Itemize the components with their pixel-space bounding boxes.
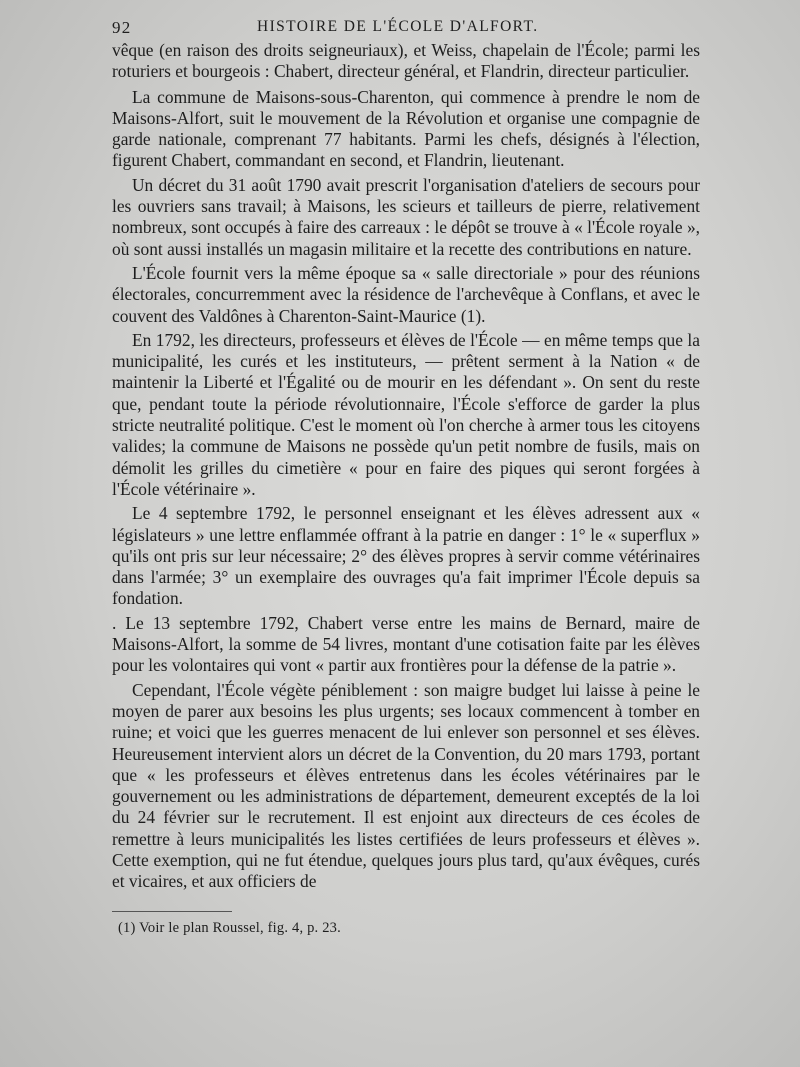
paragraph: Un décret du 31 août 1790 avait prescrit l'organisation d'ateliers de secours pour les ouvriers sans travail; à Maisons, les scieurs et tailleurs de pierre, relativement nombreux, sont occupés à faire des carreaux : le dépôt se trouve à « l'École royale », où sont aussi installés un magasin militaire et la recette des contributions en nature. bbox=[112, 174, 700, 259]
paragraph: Cependant, l'École végète péniblement : son maigre budget lui laisse à peine le moyen de parer aux besoins les plus urgents; ses locaux commencent à tomber en ruine; et voici que les guerres menacent de lui enlever son personnel et ses élèves. Heureusement intervient alors un décret de la Convention, du 20 mars 1793, portant que « les professeurs et élèves entretenus dans les écoles vétérinaires par le gouvernement ou les administrations de département, demeurent exceptés de la loi du 24 février sur le recrutement. Il est enjoint aux directeurs de ces écoles de remettre à leurs municipalités les listes certifiées de leurs professeurs et élèves ». Cette exemption, qui ne fut étendue, quelques jours plus tard, qu'aux évêques, curés et vicaires, et aux officiers de bbox=[112, 679, 700, 892]
running-title: HISTOIRE DE L'ÉCOLE D'ALFORT. bbox=[257, 18, 539, 35]
footnote: (1) Voir le plan Roussel, fig. 4, p. 23. bbox=[118, 919, 341, 936]
paragraph: vêque (en raison des droits seigneuriaux), et Weiss, chapelain de l'École; parmi les roturiers et bourgeois : Chabert, directeur général, et Flandrin, directeur particulier. bbox=[112, 40, 700, 82]
body-text bbox=[112, 40, 700, 893]
page-header bbox=[112, 10, 700, 40]
paragraph: . Le 13 septembre 1792, Chabert verse entre les mains de Bernard, maire de Maisons-Alfort, la somme de 54 livres, montant d'une cotisation faite par les élèves pour les volontaires qui vont « partir aux frontières pour la défense de la patrie ». bbox=[112, 612, 700, 676]
page-number: 92 bbox=[112, 18, 132, 37]
footnote-divider bbox=[112, 911, 232, 912]
paragraph: La commune de Maisons-sous-Charenton, qui commence à prendre le nom de Maisons-Alfort, suit le mouvement de la Révolution et organise une compagnie de garde nationale, comprenant 77 habitants. Parmi les chefs, désignés à l'élection, figurent Chabert, commandant en second, et Flandrin, lieutenant. bbox=[112, 86, 700, 171]
paragraph: En 1792, les directeurs, professeurs et élèves de l'École — en même temps que la municipalité, les curés et les instituteurs, — prêtent serment à la Nation « de maintenir la Liberté et l'Égalité ou de mourir en les défendant ». On sent du reste que, pendant toute la période révolutionnaire, l'École s'efforce de garder la plus stricte neutralité politique. C'est le moment où l'on cherche à armer tous les citoyens valides; la commune de Maisons ne possède qu'un petit nombre de fusils, mais on démolit les grilles du cimetière « pour en faire des piques qui seront forgées à l'École vétérinaire ». bbox=[112, 329, 700, 499]
paragraph: Le 4 septembre 1792, le personnel enseignant et les élèves adressent aux « législateurs » une lettre enflammée offrant à la patrie en danger : 1° le « superflux » qu'ils ont pris sur leur nécessaire; 2° des élèves propres à servir comme vétérinaires dans l'armée; 3° un exemplaire des ouvrages qu'a fait imprimer l'École depuis sa fondation. bbox=[112, 503, 700, 609]
paragraph: L'École fournit vers la même époque sa « salle directoriale » pour des réunions électorales, concurremment avec la résidence de l'archevêque à Conflans, et avec le couvent des Valdônes à Charenton-Saint-Maurice (1). bbox=[112, 262, 700, 326]
